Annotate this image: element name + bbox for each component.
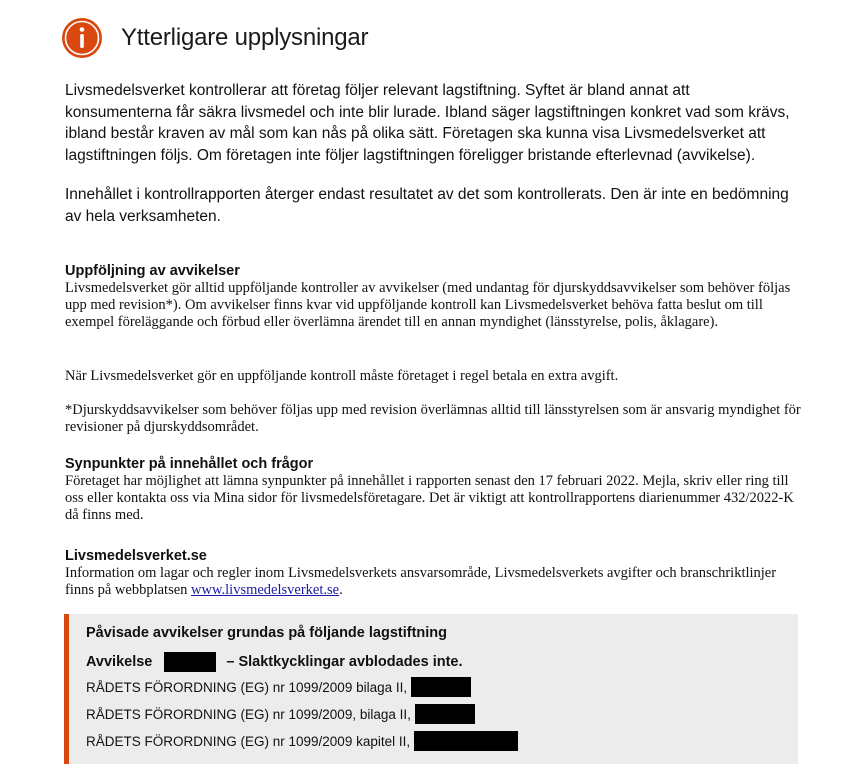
deviation-label: Avvikelse — [86, 654, 153, 670]
redacted-block — [164, 652, 216, 672]
website-body-end: . — [339, 582, 343, 598]
intro-paragraph-1: Livsmedelsverket kontrollerar att företag följer relevant lagstiftning. Syftet är bland annat att konsumenterna får säkra livsmedel och inte blir lurade. Ibland säger lagstiftningen konkret vad som krävs, ibland består kraven av mål som kan nås på olika sätt. Företagen ska kunna visa Livsmedelsverket att lagstiftningen följs. Om företagen inte följer lagstiftningen föreligger bristande efterlevnad (avvikelse). — [65, 82, 790, 164]
website-heading: Livsmedelsverket.se — [65, 548, 207, 564]
comments-heading: Synpunkter på innehållet och frågor — [65, 456, 314, 472]
website-section — [65, 548, 805, 599]
legal-reference — [86, 677, 471, 697]
header — [61, 16, 368, 60]
comments-section — [65, 456, 805, 524]
followup-heading: Uppföljning av avvikelser — [65, 263, 240, 279]
legal-reference — [86, 704, 475, 724]
deviation-line — [86, 652, 463, 672]
followup-paragraph-3: *Djurskyddsavvikelser som behöver följas upp med revision överlämnas alltid till länsstyrelsen som är ansvarig myndighet för revisioner på djurskyddsområdet. — [65, 402, 801, 435]
deviation-text: – Slaktkycklingar avblodades inte. — [226, 654, 463, 670]
intro-paragraph-2: Innehållet i kontrollrapporten återger endast resultatet av det som kontrollerats. Den är inte en bedömning av hela verksamheten. — [65, 186, 789, 225]
followup-paragraph-1: Livsmedelsverket gör alltid uppföljande kontroller av avvikelser (med undantag för djurskyddsavvikelser som behöver följas upp med revision*). Om avvikelser finns kvar vid uppföljande kontroll kan Livsmedelsverket behöva fatta beslut om till exempel föreläggande och förbud eller överlämna ärendet till en annan myndighet (länsstyrelse, polis, åklagare). — [65, 280, 791, 330]
website-body-text: Information om lagar och regler inom Livsmedelsverkets ansvarsområde, Livsmedelsverkets avgifter och branschriktlinjer finns på webbplatsen — [65, 565, 777, 598]
redacted-block — [414, 731, 518, 751]
deviations-box — [64, 614, 798, 764]
legal-reference — [86, 731, 518, 751]
comments-body: Företaget har möjlighet att lämna synpunkter på innehållet i rapporten senast den 17 februari 2022. Mejla, skriv eller ring till oss eller kontakta oss via Mina sidor för livsmedelsföretagare. Det är viktigt att kontrollrapportens diarienummer 432/2022-K då finns med. — [65, 473, 794, 523]
legal-reference-text: RÅDETS FÖRORDNING (EG) nr 1099/2009, bilaga II, — [86, 706, 411, 722]
legal-reference-text: RÅDETS FÖRORDNING (EG) nr 1099/2009 kapitel II, — [86, 733, 411, 749]
redacted-block — [415, 704, 475, 724]
followup-paragraph-2: När Livsmedelsverket gör en uppföljande kontroll måste företaget i regel betala en extra avgift. — [65, 368, 619, 384]
website-link[interactable]: www.livsmedelsverket.se — [191, 582, 340, 598]
info-icon — [61, 17, 103, 59]
website-body — [65, 565, 805, 599]
followup-section — [65, 263, 805, 331]
redacted-block — [411, 677, 471, 697]
deviations-box-title: Påvisade avvikelser grundas på följande lagstiftning — [86, 625, 448, 641]
page-title: Ytterligare upplysningar — [121, 24, 369, 51]
legal-reference-text: RÅDETS FÖRORDNING (EG) nr 1099/2009 bilaga II, — [86, 679, 408, 695]
